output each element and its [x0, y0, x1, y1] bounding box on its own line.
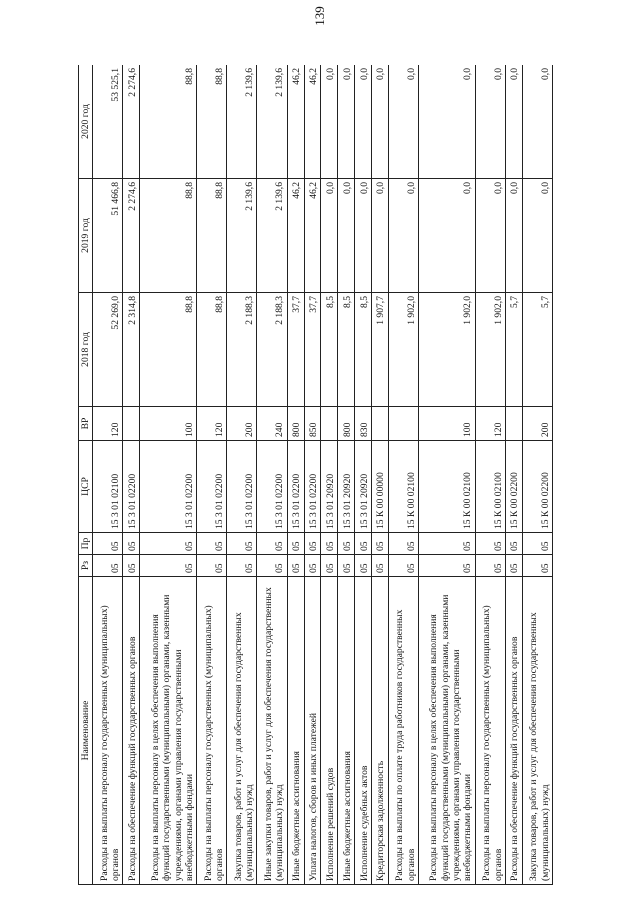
cell-rz: 05	[338, 555, 355, 577]
cell-name: Иные бюджетные ассигнования	[338, 577, 355, 885]
cell-2020: 2 274,6	[123, 65, 140, 179]
cell-csr: 15 К 00 02100	[418, 441, 475, 533]
cell-2019: 0,0	[475, 179, 505, 293]
cell-vr: 100	[418, 407, 475, 441]
cell-rz: 05	[227, 555, 257, 577]
header-row	[79, 65, 93, 885]
cell-csr: 15 3 01 02200	[227, 441, 257, 533]
table-row	[418, 65, 475, 885]
cell-rz: 05	[475, 555, 505, 577]
cell-2019: 0,0	[522, 179, 552, 293]
header-2019: 2019 год	[79, 179, 93, 293]
header-csr: ЦСР	[79, 441, 93, 533]
cell-vr	[371, 407, 388, 441]
cell-pr: 05	[321, 533, 338, 555]
cell-2020: 0,0	[321, 65, 338, 179]
cell-csr: 15 3 01 02200	[304, 441, 321, 533]
cell-pr: 05	[522, 533, 552, 555]
cell-2018: 52 269,0	[93, 293, 123, 407]
table-row	[140, 65, 197, 885]
cell-2018: 1 902,0	[475, 293, 505, 407]
cell-csr: 15 3 01 02200	[197, 441, 227, 533]
cell-2020: 0,0	[522, 65, 552, 179]
header-name: Наименование	[79, 577, 93, 885]
cell-pr: 05	[388, 533, 418, 555]
cell-2018: 5,7	[505, 293, 522, 407]
cell-2018: 2 188,3	[257, 293, 287, 407]
cell-2019: 0,0	[338, 179, 355, 293]
cell-csr: 15 3 01 20920	[338, 441, 355, 533]
cell-rz: 05	[388, 555, 418, 577]
cell-2019: 88,8	[140, 179, 197, 293]
cell-vr	[505, 407, 522, 441]
cell-pr: 05	[355, 533, 372, 555]
table-row	[338, 65, 355, 885]
cell-vr: 200	[522, 407, 552, 441]
cell-rz: 05	[321, 555, 338, 577]
cell-2019: 2 139,6	[227, 179, 257, 293]
header-pr: Пр	[79, 533, 93, 555]
cell-2019: 46,2	[304, 179, 321, 293]
page-number	[10, 8, 630, 24]
cell-rz: 05	[257, 555, 287, 577]
cell-2018: 8,5	[338, 293, 355, 407]
cell-2020: 0,0	[371, 65, 388, 179]
cell-rz: 05	[197, 555, 227, 577]
cell-2018: 88,8	[140, 293, 197, 407]
cell-csr: 15 3 01 02200	[123, 441, 140, 533]
cell-vr	[123, 407, 140, 441]
table-row	[257, 65, 287, 885]
table-row	[197, 65, 227, 885]
cell-2020: 2 139,6	[257, 65, 287, 179]
cell-vr: 100	[140, 407, 197, 441]
cell-2018: 37,7	[304, 293, 321, 407]
cell-rz: 05	[304, 555, 321, 577]
cell-2019: 0,0	[355, 179, 372, 293]
cell-2018: 37,7	[287, 293, 304, 407]
cell-rz: 05	[123, 555, 140, 577]
cell-pr: 05	[475, 533, 505, 555]
table-body	[93, 65, 553, 885]
header-rz: Рз	[79, 555, 93, 577]
cell-2018: 2 314,8	[123, 293, 140, 407]
cell-pr: 05	[227, 533, 257, 555]
cell-rz: 05	[355, 555, 372, 577]
cell-rz: 05	[505, 555, 522, 577]
table-row	[93, 65, 123, 885]
cell-2019: 0,0	[388, 179, 418, 293]
cell-csr: 15 К 00 02100	[388, 441, 418, 533]
cell-name: Расходы на выплаты персоналу государственных (муниципальных) органов	[475, 577, 505, 885]
cell-2020: 46,2	[287, 65, 304, 179]
cell-csr: 15 К 00 02200	[522, 441, 552, 533]
cell-csr: 15 3 01 20920	[355, 441, 372, 533]
cell-rz: 05	[287, 555, 304, 577]
table-row	[355, 65, 372, 885]
table-row	[522, 65, 552, 885]
cell-name: Иные закупки товаров, работ и услуг для обеспечения государственных (муниципальных) нужд	[257, 577, 287, 885]
cell-csr: 15 К 00 02100	[475, 441, 505, 533]
cell-2019: 0,0	[418, 179, 475, 293]
table-row	[475, 65, 505, 885]
cell-2020: 0,0	[338, 65, 355, 179]
cell-2018: 1 902,0	[388, 293, 418, 407]
cell-csr: 15 3 01 02200	[257, 441, 287, 533]
cell-name: Расходы на обеспечение функций государственных органов	[123, 577, 140, 885]
table-row	[371, 65, 388, 885]
cell-name: Расходы на выплаты персоналу государственных (муниципальных) органов	[93, 577, 123, 885]
page-number-text: 139	[312, 6, 327, 26]
cell-rz: 05	[522, 555, 552, 577]
cell-name: Закупка товаров, работ и услуг для обеспечения государственных (муниципальных) нужд	[522, 577, 552, 885]
cell-vr: 200	[227, 407, 257, 441]
cell-2019: 2 139,6	[257, 179, 287, 293]
cell-name: Расходы на выплаты персоналу в целях обеспечения выполнения функций государственными (муниципальными) органами, казенными учреждениями, органами управления государственными внебюджетными фондами	[140, 577, 197, 885]
cell-2020: 0,0	[388, 65, 418, 179]
cell-name: Расходы на выплаты по оплате труда работников государственных органов	[388, 577, 418, 885]
cell-csr: 15 К 00 00000	[371, 441, 388, 533]
cell-rz: 05	[93, 555, 123, 577]
table-row	[287, 65, 304, 885]
table-row	[304, 65, 321, 885]
table-row	[123, 65, 140, 885]
cell-2019: 0,0	[505, 179, 522, 293]
cell-pr: 05	[287, 533, 304, 555]
cell-2020: 88,8	[140, 65, 197, 179]
cell-2019: 2 274,6	[123, 179, 140, 293]
cell-name: Иные бюджетные ассигнования	[287, 577, 304, 885]
cell-csr: 15 3 01 02200	[287, 441, 304, 533]
header-2018: 2018 год	[79, 293, 93, 407]
cell-2020: 0,0	[418, 65, 475, 179]
cell-pr: 05	[338, 533, 355, 555]
cell-pr: 05	[505, 533, 522, 555]
cell-name: Расходы на выплаты персоналу государственных (муниципальных) органов	[197, 577, 227, 885]
cell-2019: 0,0	[371, 179, 388, 293]
cell-2018: 8,5	[355, 293, 372, 407]
cell-pr: 05	[123, 533, 140, 555]
cell-name: Расходы на обеспечение функций государственных органов	[505, 577, 522, 885]
cell-csr: 15 3 01 02200	[140, 441, 197, 533]
cell-csr: 15 3 01 02100	[93, 441, 123, 533]
cell-vr: 120	[197, 407, 227, 441]
table-row	[388, 65, 418, 885]
cell-2020: 0,0	[505, 65, 522, 179]
cell-pr: 05	[140, 533, 197, 555]
table-row	[227, 65, 257, 885]
cell-vr: 120	[475, 407, 505, 441]
cell-2019: 46,2	[287, 179, 304, 293]
cell-vr: 120	[93, 407, 123, 441]
cell-2020: 88,8	[197, 65, 227, 179]
cell-name: Уплата налогов, сборов и иных платежей	[304, 577, 321, 885]
cell-pr: 05	[197, 533, 227, 555]
cell-2018: 1 902,0	[418, 293, 475, 407]
cell-name: Закупка товаров, работ и услуг для обеспечения государственных (муниципальных) нужд	[227, 577, 257, 885]
table-row	[321, 65, 338, 885]
header-vr: ВР	[79, 407, 93, 441]
cell-2019: 0,0	[321, 179, 338, 293]
cell-pr: 05	[257, 533, 287, 555]
cell-vr: 800	[287, 407, 304, 441]
cell-name: Исполнение решений судов	[321, 577, 338, 885]
cell-2020: 2 139,6	[227, 65, 257, 179]
cell-csr: 15 К 00 02200	[505, 441, 522, 533]
cell-2018: 5,7	[522, 293, 552, 407]
cell-vr: 850	[304, 407, 321, 441]
cell-2020: 46,2	[304, 65, 321, 179]
cell-name: Кредиторская задолженность	[371, 577, 388, 885]
header-2020: 2020 год	[79, 65, 93, 179]
cell-vr	[321, 407, 338, 441]
cell-2020: 53 525,1	[93, 65, 123, 179]
cell-pr: 05	[304, 533, 321, 555]
cell-name: Исполнение судебных актов	[355, 577, 372, 885]
cell-vr: 830	[355, 407, 372, 441]
budget-table	[78, 65, 553, 885]
cell-2018: 8,5	[321, 293, 338, 407]
cell-rz: 05	[140, 555, 197, 577]
cell-vr	[388, 407, 418, 441]
table-container	[78, 65, 553, 885]
cell-2018: 2 188,3	[227, 293, 257, 407]
cell-vr: 240	[257, 407, 287, 441]
cell-pr: 05	[418, 533, 475, 555]
cell-rz: 05	[371, 555, 388, 577]
cell-2018: 88,8	[197, 293, 227, 407]
cell-rz: 05	[418, 555, 475, 577]
cell-pr: 05	[93, 533, 123, 555]
cell-name: Расходы на выплаты персоналу в целях обеспечения выполнения функций государственными (муниципальными) органами, казенными учреждениями, органами управления государственными внебюджетными фондами	[418, 577, 475, 885]
cell-2019: 88,8	[197, 179, 227, 293]
cell-2020: 0,0	[475, 65, 505, 179]
cell-pr: 05	[371, 533, 388, 555]
cell-2020: 0,0	[355, 65, 372, 179]
cell-csr: 15 3 01 20920	[321, 441, 338, 533]
table-header	[79, 65, 93, 885]
cell-2019: 51 466,8	[93, 179, 123, 293]
cell-vr: 800	[338, 407, 355, 441]
table-row	[505, 65, 522, 885]
cell-2018: 1 907,7	[371, 293, 388, 407]
